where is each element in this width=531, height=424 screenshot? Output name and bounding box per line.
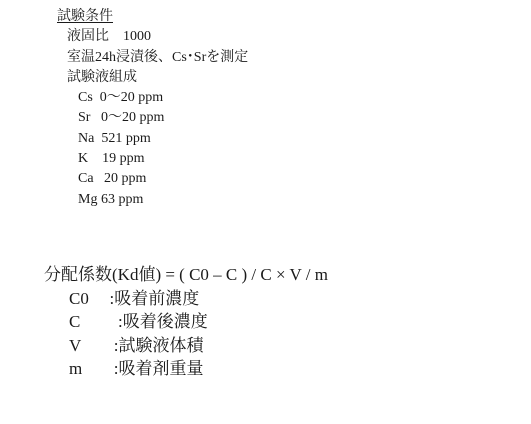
liquid-solid-ratio: 液固比 1000 [67,29,151,45]
definition-description: :吸着後濃度 [101,312,208,331]
composition-item-na: Na 521 ppm [78,130,151,146]
definition-c [44,310,328,334]
variable-definitions [44,287,328,381]
definition-symbol: C [69,312,81,331]
definition-symbol: V [69,335,82,355]
test-conditions-section [57,7,248,210]
kd-formula-section [44,263,328,381]
procedure-text: 室温24h浸漬後、Cs･Srを測定 [67,49,249,65]
definition-description: :試験液体積 [101,335,204,355]
definition-symbol: C0 [69,288,89,308]
definition-c0 [44,287,328,311]
definition-m [44,357,328,381]
definition-description: :吸着剤重量 [101,359,204,378]
composition-heading: 試験液組成 [67,69,137,85]
definition-description: :吸着前濃度 [101,288,200,308]
composition-list [57,88,248,210]
composition-item-cs: Cs 0～20 ppm [78,90,164,106]
composition-item-sr: Sr 0～20 ppm [78,110,165,126]
composition-item-k: K 19 ppm [78,151,145,167]
composition-item-mg: Mg 63 ppm [78,191,144,207]
definition-v [44,334,328,358]
definition-symbol: m [69,359,83,378]
test-conditions-heading: 試験条件 [57,9,113,24]
kd-formula: 分配係数(Kd値) = ( C0 – C ) / C × V / m [44,265,328,284]
composition-item-ca: Ca 20 ppm [78,171,147,187]
